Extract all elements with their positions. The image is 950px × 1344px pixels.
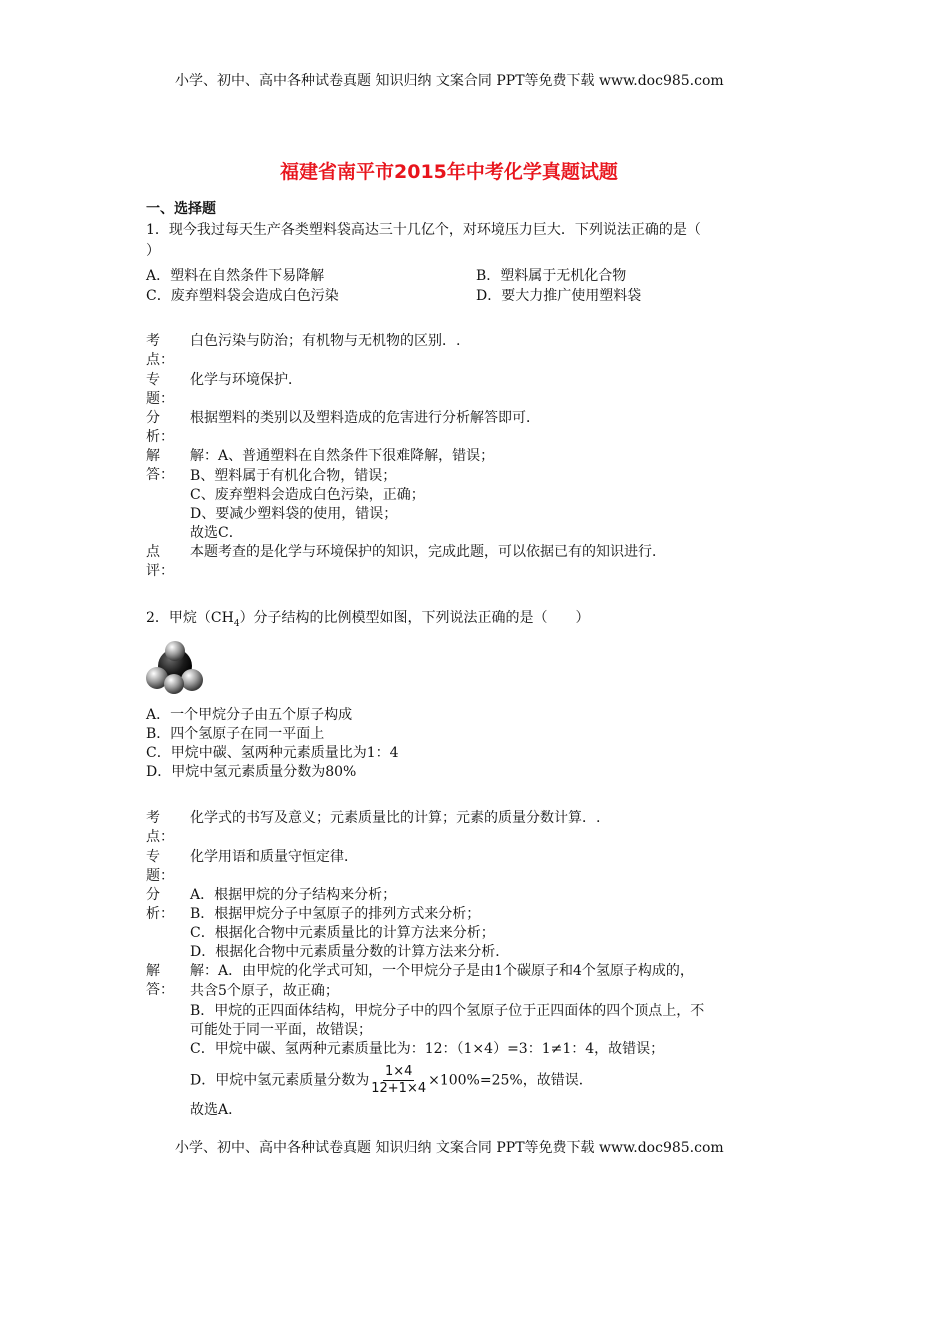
q2-option-a: A．一个甲烷分子由五个原子构成 [146, 707, 353, 723]
q2-kaodian-text: 化学式的书写及意义；元素质量比的计算；元素的质量分数计算．. [190, 810, 601, 826]
q1-option-d: D．要大力推广使用塑料袋 [476, 288, 642, 304]
q2-kaodian-label: 考点： [146, 810, 174, 845]
page-header-banner: 小学、初中、高中各种试卷真题 知识归纳 文案合同 PPT等免费下载 www.doc985.com [175, 73, 724, 89]
q1-jieda-line: B、塑料属于有机化合物，错误； [190, 468, 397, 484]
q2-jieda-end: 故选A． [190, 1102, 243, 1118]
q1-zhuanti-label: 专题： [146, 372, 174, 407]
q2-stem-a: 2．甲烷（CH [146, 610, 234, 626]
q2-stem-b: ）分子结构的比例模型如图，下列说法正确的是（ ） [239, 610, 590, 626]
q1-kaodian-text: 白色污染与防治；有机物与无机物的区别．. [190, 333, 461, 349]
q2-fenxi-line: A．根据甲烷的分子结构来分析； [190, 887, 397, 903]
q2-jieda-line: B．甲烷的正四面体结构，甲烷分子中的四个氢原子位于正四面体的四个顶点上，不 [190, 1003, 705, 1019]
hydrogen-atom [165, 641, 185, 661]
q2-zhuanti-label: 专题： [146, 849, 174, 884]
q1-jieda-line: 故选C． [190, 525, 243, 541]
q1-jieda-label: 解答： [146, 448, 174, 483]
hydrogen-atom [164, 674, 184, 694]
q2-option-c: C．甲烷中碳、氢两种元素质量比为1：4 [146, 745, 399, 761]
section-heading: 一、选择题 [146, 201, 216, 217]
q2-option-b: B．四个氢原子在同一平面上 [146, 726, 325, 742]
q1-dianping-text: 本题考查的是化学与环境保护的知识，完成此题，可以依据已有的知识进行． [190, 544, 666, 560]
q1-fenxi-text: 根据塑料的类别以及塑料造成的危害进行分析解答即可． [190, 410, 540, 426]
q2-fenxi-line: B．根据甲烷分子中氢原子的排列方式来分析； [190, 906, 481, 922]
q1-option-c: C．废弃塑料袋会造成白色污染 [146, 288, 339, 304]
q2-jieda-line: 解：A．由甲烷的化学式可知，一个甲烷分子是由1个碳原子和4个氢原子构成的， [190, 963, 694, 979]
q2-jieda-line: 共含5个原子，故正确； [190, 983, 339, 999]
q1-jieda-line: C、废弃塑料会造成白色污染，正确； [190, 487, 425, 503]
q2-stem-subscript: 4 [233, 618, 240, 629]
q1-option-a: A．塑料在自然条件下易降解 [146, 268, 325, 284]
fraction [369, 1064, 428, 1097]
q1-jieda-line: D、要减少塑料袋的使用，错误； [190, 506, 398, 522]
q2-zhuanti-text: 化学用语和质量守恒定律． [190, 849, 358, 865]
page-footer-banner: 小学、初中、高中各种试卷真题 知识归纳 文案合同 PPT等免费下载 www.doc985.com [175, 1140, 724, 1156]
methane-molecule-model-image [144, 640, 206, 696]
q1-dianping-label: 点评： [146, 544, 174, 579]
q2-jieda-label: 解答： [146, 963, 174, 998]
q2-jieda-d-post: ×100%=25%，故错误． [428, 1072, 593, 1089]
q2-stem [146, 609, 590, 634]
fraction-denominator: 12+1×4 [371, 1081, 427, 1096]
q2-option-d: D．甲烷中氢元素质量分数为80% [146, 764, 357, 780]
hydrogen-atom [181, 669, 203, 691]
q1-fenxi-label: 分析： [146, 410, 174, 445]
fraction-numerator: 1×4 [384, 1064, 413, 1079]
q1-kaodian-label: 考点： [146, 333, 174, 368]
q2-jieda-formula-line [190, 1064, 593, 1097]
q2-fenxi-line: C．根据化合物中元素质量比的计算方法来分析； [190, 925, 495, 941]
q2-fenxi-label: 分析： [146, 887, 174, 922]
q2-fenxi-line: D．根据化合物中元素质量分数的计算方法来分析． [190, 944, 510, 960]
q1-stem-line2: ） [146, 243, 160, 259]
q1-zhuanti-text: 化学与环境保护． [190, 372, 302, 388]
q1-stem-line1: 1．现今我过每天生产各类塑料袋高达三十几亿个，对环境压力巨大．下列说法正确的是（ [146, 222, 701, 238]
q2-jieda-line: C．甲烷中碳、氢两种元素质量比为：12：（1×4）=3：1≠1：4，故错误； [190, 1041, 665, 1057]
q1-jieda-line: 解：A、普通塑料在自然条件下很难降解，错误； [190, 448, 495, 464]
q2-jieda-line: 可能处于同一平面，故错误； [190, 1022, 372, 1038]
q2-jieda-d-pre: D．甲烷中氢元素质量分数为 [190, 1072, 370, 1089]
page-title: 福建省南平市2015年中考化学真题试题 [280, 161, 618, 183]
q1-option-b: B．塑料属于无机化合物 [476, 268, 627, 284]
